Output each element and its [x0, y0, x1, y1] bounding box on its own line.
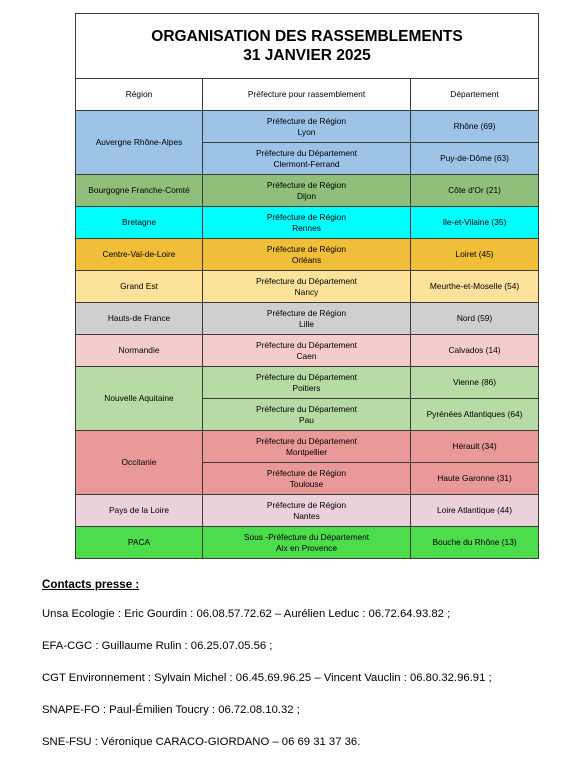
prefecture-city: Dijon	[296, 190, 317, 201]
rassemblements-table	[75, 13, 539, 559]
header-row	[76, 79, 539, 111]
departement-cell: Hérault (34)	[411, 431, 539, 463]
departement-cell: Loire Atlantique (44)	[411, 495, 539, 527]
departement-cell: Vienne (86)	[411, 367, 539, 399]
contact-line: SNAPE-FO : Paul-Émilien Toucry : 06.72.08.10.32 ;	[42, 704, 300, 716]
press-contacts	[42, 578, 542, 768]
table-row	[76, 495, 539, 527]
prefecture-city: Orléans	[291, 254, 322, 265]
prefecture-type: Sous -Préfecture du Département	[243, 531, 370, 542]
prefecture-city: Rennes	[292, 222, 321, 233]
departement-cell: Pyrénées Atlantiques (64)	[411, 399, 539, 431]
title-line-1: ORGANISATION DES RASSEMBLEMENTS	[151, 28, 463, 45]
prefecture-type: Préfecture du Département	[255, 403, 358, 414]
prefecture-city: Nancy	[294, 286, 319, 297]
region-cell: Hauts-de France	[76, 303, 203, 335]
table-row	[76, 303, 539, 335]
region-cell: Pays de la Loire	[76, 495, 203, 527]
departement-cell: Côte d'Or (21)	[411, 175, 539, 207]
prefecture-city: Nantes	[293, 510, 320, 521]
table-row	[76, 239, 539, 271]
departement-cell: Meurthe-et-Moselle (54)	[411, 271, 539, 303]
region-cell: Occitanie	[76, 431, 203, 495]
prefecture-city: Lyon	[297, 126, 316, 137]
table-row	[76, 367, 539, 399]
departement-cell: Loiret (45)	[411, 239, 539, 271]
prefecture-type: Préfecture de Région	[266, 179, 347, 190]
prefecture-city: Aix en Provence	[276, 542, 337, 553]
table-row	[76, 335, 539, 367]
prefecture-cell	[203, 303, 411, 335]
prefecture-cell	[203, 495, 411, 527]
prefecture-city: Poitiers	[292, 382, 321, 393]
prefecture-cell	[203, 463, 411, 495]
table-row	[76, 271, 539, 303]
prefecture-city: Clermont-Ferrand	[273, 158, 340, 169]
table-title	[76, 14, 539, 79]
region-cell: Normandie	[76, 335, 203, 367]
departement-cell: Nord (59)	[411, 303, 539, 335]
title-line-2: 31 JANVIER 2025	[243, 47, 371, 64]
region-cell: Bretagne	[76, 207, 203, 239]
table-row	[76, 527, 539, 559]
prefecture-cell	[203, 239, 411, 271]
departement-cell: Haute Garonne (31)	[411, 463, 539, 495]
prefecture-cell	[203, 271, 411, 303]
prefecture-city: Caen	[296, 350, 317, 361]
prefecture-type: Préfecture du Département	[255, 371, 358, 382]
departement-cell: Ile-et-Vilaine (35)	[411, 207, 539, 239]
prefecture-cell	[203, 431, 411, 463]
table-row	[76, 111, 539, 143]
region-cell: Grand Est	[76, 271, 203, 303]
prefecture-city: Lille	[299, 318, 314, 329]
departement-cell: Bouche du Rhône (13)	[411, 527, 539, 559]
prefecture-type: Préfecture de Région	[266, 211, 347, 222]
region-cell: Auvergne Rhône-Alpes	[76, 111, 203, 175]
prefecture-type: Préfecture de Région	[266, 499, 347, 510]
region-cell: Bourgogne Franche-Comté	[76, 175, 203, 207]
header-prefecture: Préfecture pour rassemblement	[203, 79, 411, 111]
prefecture-type: Préfecture de Région	[266, 307, 347, 318]
table-row	[76, 207, 539, 239]
prefecture-cell	[203, 335, 411, 367]
prefecture-city: Toulouse	[289, 478, 324, 489]
table-row	[76, 175, 539, 207]
prefecture-type: Préfecture de Région	[266, 115, 347, 126]
prefecture-city: Pau	[299, 414, 314, 425]
prefecture-cell	[203, 527, 411, 559]
prefecture-cell	[203, 399, 411, 431]
prefecture-cell	[203, 367, 411, 399]
contact-line: SNE-FSU : Véronique CARACO-GIORDANO – 06 69 31 37 36.	[42, 736, 361, 748]
prefecture-type: Préfecture du Département	[255, 339, 358, 350]
header-departement: Département	[411, 79, 539, 111]
departement-cell: Rhône (69)	[411, 111, 539, 143]
prefecture-cell	[203, 143, 411, 175]
prefecture-cell	[203, 175, 411, 207]
header-region: Région	[76, 79, 203, 111]
region-cell: Nouvelle Aquitaine	[76, 367, 203, 431]
prefecture-city: Montpellier	[286, 446, 327, 457]
contact-line: CGT Environnement : Sylvain Michel : 06.45.69.96.25 – Vincent Vauclin : 06.80.32.96.91 ;	[42, 672, 492, 684]
contact-line: EFA-CGC : Guillaume Rulin : 06.25.07.05.56 ;	[42, 640, 273, 652]
departement-cell: Calvados (14)	[411, 335, 539, 367]
prefecture-cell	[203, 207, 411, 239]
prefecture-cell	[203, 111, 411, 143]
region-cell: Centre-Val-de-Loire	[76, 239, 203, 271]
contacts-heading: Contacts presse :	[42, 578, 140, 591]
prefecture-type: Préfecture de Région	[266, 467, 347, 478]
prefecture-type: Préfecture de Région	[266, 243, 347, 254]
departement-cell: Puy-de-Dôme (63)	[411, 143, 539, 175]
table-row	[76, 431, 539, 463]
region-cell: PACA	[76, 527, 203, 559]
prefecture-type: Préfecture du Département	[255, 147, 358, 158]
contact-line: Unsa Ecologie : Eric Gourdin : 06.08.57.72.62 – Aurélien Leduc : 06.72.64.93.82 ;	[42, 608, 451, 620]
prefecture-type: Préfecture du Département	[255, 435, 358, 446]
prefecture-type: Préfecture du Département	[255, 275, 358, 286]
